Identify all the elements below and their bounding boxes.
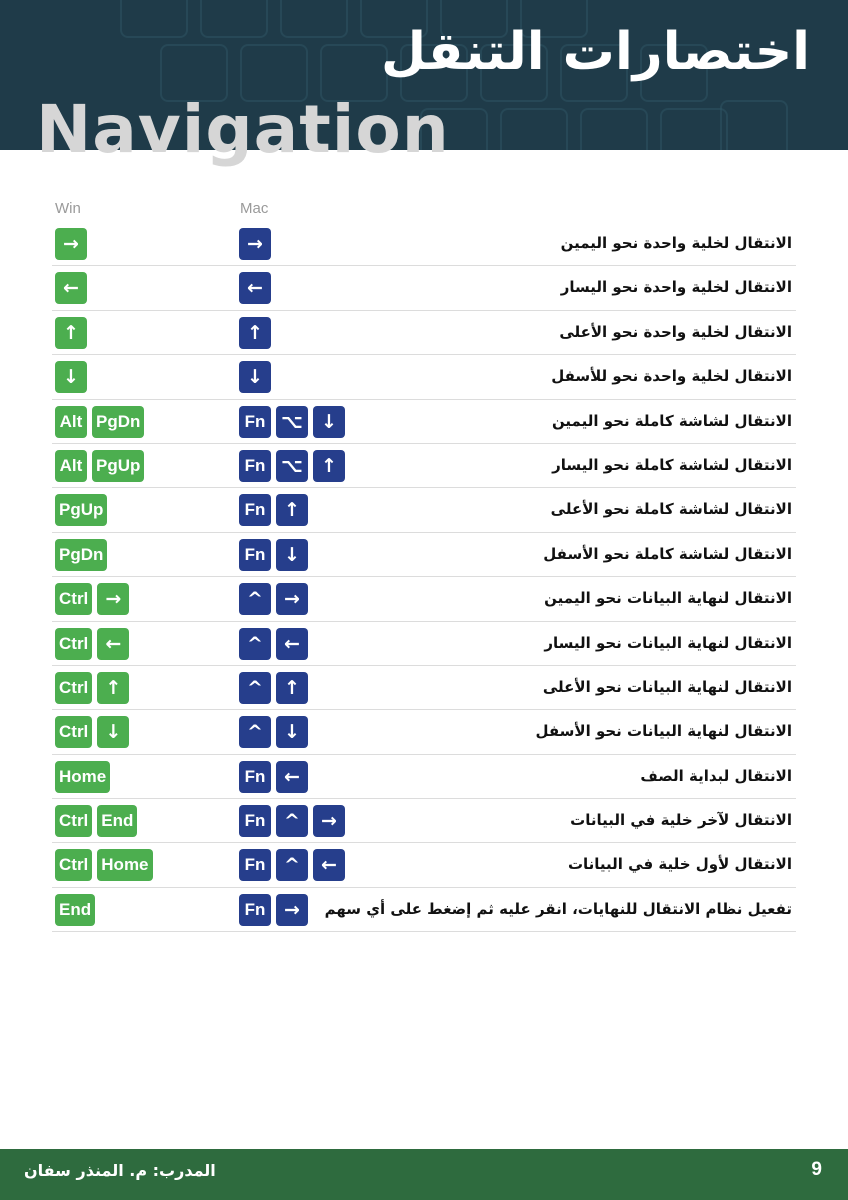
win-key: ← [55,272,87,304]
shortcut-description: الانتقال لخلية واحدة نحو اليسار [560,278,792,297]
mac-keys [239,583,308,615]
mac-keys [239,716,308,748]
mac-key: ↓ [239,361,271,393]
mac-key: Fn [239,894,271,926]
win-key: Ctrl [55,849,92,881]
mac-keys [239,628,308,660]
shortcut-description: الانتقال لبداية الصف [640,766,792,785]
win-keys [55,361,87,393]
shortcut-row [52,710,796,754]
win-key: Home [55,761,110,793]
mac-key: → [276,894,308,926]
mac-key: ← [239,272,271,304]
mac-key: ↓ [276,716,308,748]
win-keys [55,406,144,438]
win-key: ↓ [55,361,87,393]
mac-key: → [276,583,308,615]
shortcut-row [52,222,796,266]
mac-key: ^ [276,805,308,837]
win-key: ← [97,628,129,660]
shortcut-description: الانتقال لأول خلية في البيانات [567,855,792,874]
mac-key: ← [313,849,345,881]
column-header-win: Win [55,200,81,217]
mac-key: ↓ [276,539,308,571]
win-key: ↓ [97,716,129,748]
mac-key: Fn [239,494,271,526]
shortcut-row [52,577,796,621]
mac-key: Fn [239,849,271,881]
win-keys [55,539,107,571]
win-key: PgUp [92,450,144,482]
win-key: Ctrl [55,716,92,748]
column-header-mac: Mac [240,200,269,217]
shortcut-row [52,799,796,843]
shortcut-description: الانتقال لنهاية البيانات نحو اليسار [544,633,792,652]
shortcut-description: الانتقال لآخر خلية في البيانات [570,811,792,830]
mac-key: ^ [239,628,271,660]
mac-keys [239,450,345,482]
win-key: ↑ [97,672,129,704]
mac-keys [239,317,271,349]
page-title-english: Navigation [36,91,450,168]
page-number: 9 [811,1159,822,1180]
shortcut-description: الانتقال لنهاية البيانات نحو الأسفل [535,722,792,741]
mac-key: Fn [239,406,271,438]
win-key: PgUp [55,494,107,526]
mac-keys [239,494,308,526]
shortcut-row [52,400,796,444]
win-key: Home [97,849,152,881]
mac-key: Fn [239,805,271,837]
win-key: Ctrl [55,805,92,837]
shortcut-row [52,622,796,666]
shortcut-description: الانتقال لخلية واحدة نحو اليمين [560,234,792,252]
win-keys [55,494,107,526]
page-footer [0,1149,848,1200]
mac-key: ↑ [276,672,308,704]
mac-key: ← [276,628,308,660]
win-key: End [55,894,95,926]
mac-key: ↑ [239,317,271,349]
win-key: End [97,805,137,837]
mac-keys [239,894,308,926]
mac-keys [239,539,308,571]
win-keys [55,716,129,748]
win-keys [55,583,129,615]
shortcut-description: تفعيل نظام الانتقال للنهايات، انقر عليه ثم إضغط على أي سهم [324,899,792,918]
shortcut-description: الانتقال لشاشة كاملة نحو الأسفل [543,544,792,563]
mac-key: ^ [276,849,308,881]
shortcut-row [52,444,796,488]
mac-keys [239,672,308,704]
shortcut-row [52,311,796,355]
mac-keys [239,406,345,438]
win-key: Alt [55,450,87,482]
shortcut-description: الانتقال لنهاية البيانات نحو اليمين [544,589,792,608]
win-keys [55,672,129,704]
mac-key: ⌥ [276,450,308,482]
mac-keys [239,272,271,304]
mac-keys [239,361,271,393]
win-key: Alt [55,406,87,438]
win-key: Ctrl [55,628,92,660]
shortcut-row [52,266,796,310]
mac-key: ↓ [313,406,345,438]
win-keys [55,805,137,837]
mac-key: Fn [239,450,271,482]
win-keys [55,450,144,482]
shortcut-row [52,488,796,532]
mac-keys [239,228,271,260]
mac-key: → [239,228,271,260]
mac-keys [239,761,308,793]
mac-key: ^ [239,583,271,615]
trainer-name: المدرب: م. المنذر سفان [24,1161,216,1180]
shortcut-row [52,666,796,710]
shortcut-row [52,355,796,399]
mac-key: ^ [239,672,271,704]
win-keys [55,628,129,660]
page-title-arabic: اختصارات التنقل [380,22,810,82]
mac-keys [239,805,345,837]
mac-key: ← [276,761,308,793]
mac-key: Fn [239,539,271,571]
win-key: PgDn [92,406,144,438]
win-keys [55,761,110,793]
mac-key: ⌥ [276,406,308,438]
win-keys [55,894,95,926]
win-key: → [97,583,129,615]
mac-key: → [313,805,345,837]
shortcut-row [52,755,796,799]
mac-key: ↑ [276,494,308,526]
mac-key: Fn [239,761,271,793]
mac-keys [239,849,345,881]
shortcut-description: الانتقال لخلية واحدة نحو للأسفل [551,367,792,386]
win-key: PgDn [55,539,107,571]
win-keys [55,317,87,349]
shortcut-row [52,843,796,887]
shortcut-description: الانتقال لشاشة كاملة نحو اليسار [552,455,792,474]
shortcut-row [52,533,796,577]
win-keys [55,228,87,260]
shortcut-description: الانتقال لخلية واحدة نحو الأعلى [559,322,792,341]
win-key: Ctrl [55,583,92,615]
shortcut-description: الانتقال لنهاية البيانات نحو الأعلى [542,677,792,696]
win-key: Ctrl [55,672,92,704]
win-keys [55,849,153,881]
shortcut-description: الانتقال لشاشة كاملة نحو الأعلى [550,500,792,519]
shortcut-row [52,888,796,932]
mac-key: ↑ [313,450,345,482]
mac-key: ^ [239,716,271,748]
win-key: → [55,228,87,260]
shortcut-description: الانتقال لشاشة كاملة نحو اليمين [551,411,792,430]
win-keys [55,272,87,304]
shortcut-table [52,222,796,932]
win-key: ↑ [55,317,87,349]
